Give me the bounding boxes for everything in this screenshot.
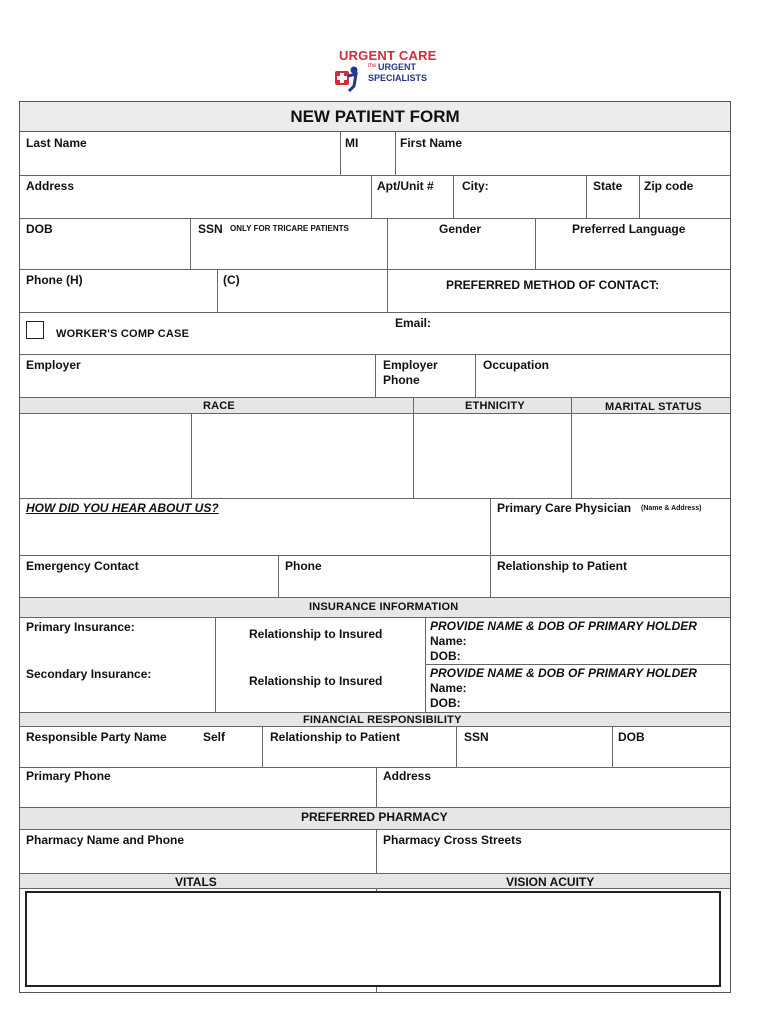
mi-label: MI (345, 136, 359, 150)
urgent-care-logo (332, 48, 442, 94)
email-label: Email: (395, 316, 432, 330)
pharmacy-name-phone-label: Pharmacy Name and Phone (26, 833, 185, 847)
pharmacy-cross-streets-label: Pharmacy Cross Streets (383, 833, 522, 847)
financial-address-label: Address (383, 769, 432, 783)
primary-holder-name: Name: (430, 634, 467, 648)
employer-phone-label-2: Phone (383, 373, 420, 387)
pcp-note: (Name & Address) (641, 505, 702, 512)
logo-line-3: SPECIALISTS (368, 73, 428, 83)
dob-label: DOB (26, 222, 53, 236)
secondary-relationship-label: Relationship to Insured (249, 674, 383, 688)
logo-the: the (368, 63, 377, 69)
logo-line-2: URGENT (378, 62, 416, 72)
financial-header: FINANCIAL RESPONSIBILITY (303, 714, 462, 726)
responsible-party-label: Responsible Party Name (26, 730, 167, 744)
employer-label: Employer (26, 358, 81, 372)
logo-figure-icon (334, 64, 360, 92)
vision-acuity-header: VISION ACUITY (506, 875, 595, 889)
secondary-holder-name: Name: (430, 681, 467, 695)
primary-holder-dob: DOB: (430, 649, 461, 663)
preferred-language-label: Preferred Language (572, 222, 686, 236)
primary-insurance-label: Primary Insurance: (26, 620, 135, 634)
employer-phone-label-1: Employer (383, 358, 438, 372)
apt-unit-label: Apt/Unit # (377, 179, 434, 193)
zip-label: Zip code (644, 179, 694, 193)
marital-status-header: MARITAL STATUS (605, 401, 702, 413)
emergency-contact-label: Emergency Contact (26, 559, 139, 573)
financial-dob-label: DOB (618, 730, 645, 744)
how-heard-label: HOW DID YOU HEAR ABOUT US? (26, 501, 219, 515)
secondary-insurance-label: Secondary Insurance: (26, 667, 152, 681)
vitals-box[interactable] (25, 891, 721, 987)
first-name-label: First Name (400, 136, 463, 150)
self-label: Self (203, 730, 226, 744)
race-header: RACE (203, 400, 235, 412)
primary-phone-label: Primary Phone (26, 769, 111, 783)
ethnicity-header: ETHNICITY (465, 400, 525, 412)
secondary-holder-dob: DOB: (430, 696, 461, 710)
new-patient-form (19, 101, 731, 993)
city-label: City: (462, 179, 489, 193)
pcp-label: Primary Care Physician (497, 501, 632, 515)
state-label: State (593, 179, 623, 193)
gender-label: Gender (439, 222, 482, 236)
financial-ssn-label: SSN (464, 730, 489, 744)
workers-comp-checkbox[interactable] (26, 321, 44, 339)
form-title: NEW PATIENT FORM (20, 102, 730, 132)
phone-cell-label: (C) (223, 273, 240, 287)
logo-line-1: URGENT CARE (339, 48, 437, 63)
preferred-contact-label: PREFERRED METHOD OF CONTACT: (446, 278, 660, 292)
secondary-holder-title: PROVIDE NAME & DOB OF PRIMARY HOLDER (430, 666, 697, 680)
vitals-header: VITALS (175, 875, 217, 889)
ssn-note: ONLY FOR TRICARE PATIENTS (230, 224, 349, 233)
pharmacy-header: PREFERRED PHARMACY (301, 810, 448, 824)
phone-home-label: Phone (H) (26, 273, 83, 287)
primary-relationship-label: Relationship to Insured (249, 627, 383, 641)
emergency-relationship-label: Relationship to Patient (497, 559, 628, 573)
ssn-label: SSN (198, 222, 223, 236)
emergency-phone-label: Phone (285, 559, 322, 573)
occupation-label: Occupation (483, 358, 550, 372)
workers-comp-label: WORKER'S COMP CASE (56, 328, 190, 340)
financial-relationship-label: Relationship to Patient (270, 730, 401, 744)
primary-holder-title: PROVIDE NAME & DOB OF PRIMARY HOLDER (430, 619, 697, 633)
address-label: Address (26, 179, 75, 193)
last-name-label: Last Name (26, 136, 87, 150)
insurance-header: INSURANCE INFORMATION (309, 601, 459, 613)
